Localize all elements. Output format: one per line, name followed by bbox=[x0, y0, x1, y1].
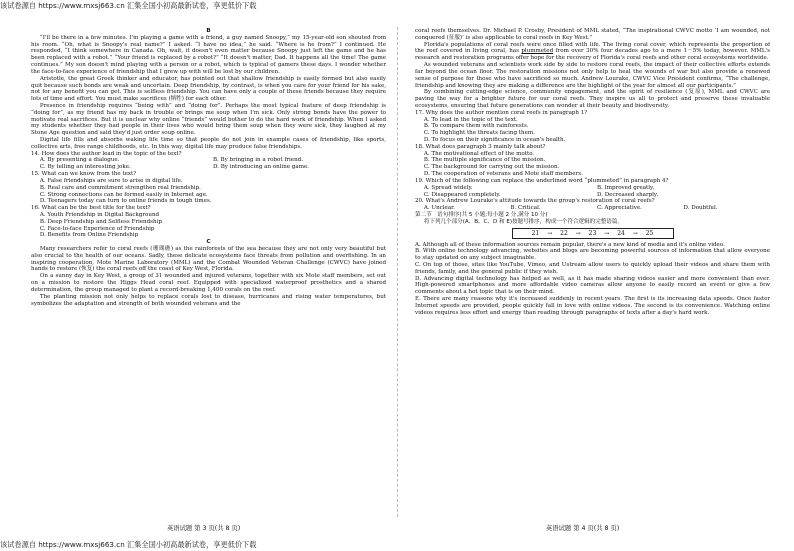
question-14: 14. How does the author lead in the topic of the text? bbox=[31, 150, 182, 157]
page-footer-right: 英语试题 第 4 页(共 8 页) bbox=[546, 525, 620, 532]
seq-item: 25 bbox=[645, 229, 654, 237]
b-paragraph: “I'll be there in a few minutes. I'm playing a game with a friend, a guy named Snoopy,” my 15-year-old son shouted from his room. “Oh, what is Snoopy's real name?” I asked. “I have no idea,” he said. “Where is he from?” I continued. He responded, “I think somewhere in Canada. Oh, wait, it doesn't even matter because Snoopy just left the game and he has been replaced with a robot.” “Your friend is replaced by a robot?” “It doesn't matter, Dad. It happens all the time! The game continues.” My son doesn't mind playing with a person or a robot, which is typical of gamers these days. I wonder whether the face-to-face experience of friendship that I grew up with will be lost by our children. bbox=[31, 34, 386, 75]
q19-option-d[interactable]: D. Decreased sharply. bbox=[596, 191, 659, 198]
q19-options-row bbox=[415, 192, 770, 199]
q20-options-row bbox=[415, 205, 770, 212]
c-paragraph-cont: coral reefs themselves. Dr. Michael P. Crosby, President of MML stated, “The inspirational CWVC motto ‘I am wounded, not conquered (征服)’ is also applicable to coral reefs in Key West.” bbox=[415, 28, 770, 41]
sentence-c: C. On top of those, sites like YouTube, Vimeo, and Ustream allow users to quickly upload their videos and share them with friends, family, and the general public if they wish. bbox=[415, 262, 770, 275]
arrow-icon: → bbox=[575, 229, 581, 237]
q14-option-d[interactable]: D. By introducing an online game. bbox=[212, 164, 310, 171]
section-b-heading: B bbox=[206, 28, 211, 34]
q20-option-c[interactable]: C. Appreciative. bbox=[596, 205, 642, 212]
question-19: 19. Which of the following can replace the underlined word “plummeted” in paragraph 4? bbox=[415, 177, 669, 184]
q14-options-row bbox=[31, 164, 386, 171]
left-column bbox=[31, 28, 386, 518]
q19-option-a[interactable]: A. Spread widely. bbox=[423, 184, 473, 191]
q14-option-b[interactable]: B. By bringing in a robot friend. bbox=[212, 157, 303, 164]
q17-option-d[interactable]: D. To focus on their significance in ocean's health. bbox=[423, 137, 566, 143]
c-paragraph: By combining cutting-edge science, community engagement, and the spirit of resilience (复原), MML and CWVC are paving the way for a brighter future for our coral reefs. They inspire us all to protect and preserve these invaluable ecosystems, ensuring that future generations can wonder at their beauty and biodiversity. bbox=[415, 89, 770, 109]
question-17: 17. Why does the author mention coral reefs in paragraph 1? bbox=[415, 109, 588, 116]
b-paragraph: Digital life fills and absorbs waking life time so that people do not join in example cases of friendship, like sports, collective arts, free range childhoods, etc. In this way, digital life may produce false friendships. bbox=[31, 137, 386, 150]
watermark-top: 该试卷源自 https://www.mxsj663.cn 汇集全国小初高最新试卷，享更低价下载 bbox=[0, 1, 257, 10]
question-20: 20. What's Andrew Lourake's attitude towards the group's restoration of coral reefs? bbox=[415, 198, 655, 205]
c-paragraph: The planting mission not only helps to replace corals lost to disease, hurricanes and rising water temperatures, but symbolizes the adaptation and strength of both wounded veterans and the bbox=[31, 293, 386, 307]
q14-option-a[interactable]: A. By presenting a dialogue. bbox=[39, 157, 120, 164]
section-c-heading: C bbox=[206, 239, 211, 246]
q14-option-c[interactable]: C. By telling an interesting joke. bbox=[39, 164, 131, 171]
q20-option-b[interactable]: B. Critical. bbox=[510, 205, 541, 212]
sequence-box bbox=[512, 228, 674, 239]
page-divider bbox=[397, 27, 398, 517]
watermark-bottom: 该试卷源自 https://www.mxsj663.cn 汇集全国小初高最新试卷，享更低价下载 bbox=[0, 540, 257, 549]
q18-option-a[interactable]: A. The motivational effect of the motto. bbox=[423, 150, 535, 157]
sentence-a: A. Although all of these information sources remain popular, there's a new kind of media and it's online video. bbox=[415, 241, 725, 248]
part2-instructions: 将下列几个部分(A、B、C、D 和 E)按题号排序，构成一个符合逻辑的完整语篇。 bbox=[423, 218, 623, 225]
arrow-icon: → bbox=[547, 229, 553, 237]
q20-option-a[interactable]: A. Unclear. bbox=[423, 205, 455, 212]
sentence-d: D. Advancing digital technology has helped as well, as it has made sharing videos easier and more convenient than ever. High-powered smartphones and more affordable video cameras allow anyone to easily record an event or give a few comments about a hot topic that is on their mind. bbox=[415, 275, 770, 296]
q15-option-c[interactable]: C. Strong connections can be formed easily in Internet age. bbox=[39, 191, 208, 198]
q19-option-c[interactable]: C. Disappeared completely. bbox=[423, 191, 501, 198]
seq-item: 21 bbox=[531, 229, 540, 237]
c-paragraph: Many researchers refer to coral reefs (珊瑚礁) as the rainforests of the sea because they are not only very beautiful but also crucial to the health of our oceans. Sadly, these delicate ecosystems face threats from pollution and overfishing. In an inspiring cooperation, Mote Marine Laboratory (MML) and the Combat Wounded Veteran Challenge (CWVC) have joined hands to restore (恢复) the coral reefs off the coast of Key West, Florida. bbox=[31, 246, 386, 273]
sentence-e: E. There are many reasons why it's increased suddenly in recent years. The first is its increasing data speeds. Once faster Internet speeds are provided, people quickly fall in love with online videos. The second is its convenience. Watching online videos requires less effort and energy than reading through paragraphs of texts after a day's hard work. bbox=[415, 296, 770, 316]
q18-option-c[interactable]: C. The background for carrying out the mission. bbox=[423, 164, 560, 171]
arrow-icon: → bbox=[604, 229, 610, 237]
q15-option-a[interactable]: A. False friendships are sure to arise in digital life. bbox=[39, 177, 183, 184]
seq-item: 22 bbox=[560, 229, 568, 237]
b-paragraph: Aristotle, the great Greek thinker and educator, has pointed out that shallow friendship is easily formed but also easily quit because such bonds are weak and uncertain. Deep friendship, by contrast, is when you care for your friend for his sake, not for any benefit you can get. This is selfless friendship. You can have only a couple of these friends because they require lots of time and effort. You must make sacrifices (牺牲) for each other. bbox=[31, 75, 386, 103]
arrow-icon: → bbox=[632, 229, 638, 237]
q16-option-b[interactable]: B. Deep Friendship and Selfless Friendship bbox=[39, 218, 162, 225]
question-16: 16. What can be the best title for the text? bbox=[31, 205, 151, 212]
seq-item: 24 bbox=[617, 229, 625, 237]
q15-option-b[interactable]: B. Real care and commitment strengthen real friendship. bbox=[39, 184, 201, 191]
sentence-b: B. With online technology advancing, websites and blogs are becoming powerful sources of information that allow everyone to stay updated on any subject imaginable. bbox=[415, 248, 770, 262]
q19-option-b[interactable]: B. Improved greatly. bbox=[596, 184, 655, 191]
right-column bbox=[415, 28, 770, 518]
b-paragraph: Presence in friendship requires “being with” and “doing for”. Perhaps the most typical feature of deep friendship is “doing for”, as my friend has my back in trouble or brings me soup when I'm sick. Only strong bonds have the power to motivate real sacrifices. But it is unclear why online “friends” would bother to do the hard work of friendship. When I asked my students whether they had people in their lives who would bring them soup when they were sick, they laughed at my Stone Age question and said they'd just order soup online. bbox=[31, 102, 386, 137]
underlined-word: plummeted bbox=[521, 48, 554, 55]
q18-option-b[interactable]: B. The multiple significance of the mission. bbox=[423, 157, 546, 164]
c-paragraph: Florida's populations of coral reefs were once filled with life. The living coral cover, which represents the proportion of the reef covered in living coral, has plummeted from over 30% four decades ago to a mere 1－5% today, however. MML's research and restoration programs offer hope for the recovery of Florida's coral reefs and other coral ecosystems worldwide. bbox=[415, 41, 770, 62]
q20-option-d[interactable]: D. Doubtful. bbox=[683, 205, 718, 212]
q19-options-row bbox=[415, 185, 770, 192]
q17-option-a[interactable]: A. To lead in the topic of the text. bbox=[423, 116, 518, 123]
q14-options-row bbox=[31, 157, 386, 164]
q16-option-d[interactable]: D. Benefits from Online Friendship bbox=[39, 232, 139, 239]
question-18: 18. What does paragraph 3 mainly talk about? bbox=[415, 143, 546, 150]
q17-option-c[interactable]: C. To highlight the threats facing them. bbox=[423, 130, 535, 137]
q16-option-c[interactable]: C. Face-to-face Experience of Friendship bbox=[39, 225, 155, 232]
c-paragraph: As wounded veterans and scientists work side by side to restore coral reefs, the impact of their collective efforts extends far beyond the ocean floor. The restoration missions not only help to heal the wounds of war but also provide a renewed sense of purpose for those who have sacrificed so much. Andrew Lourake, CWVC Vice President confirms, “The challenge, friendship and knowing they are making a difference are the highlight of the year for almost all our participants.” bbox=[415, 62, 770, 89]
q16-option-a[interactable]: A. Youth Friendship in Digital Background bbox=[39, 211, 160, 218]
seq-item: 23 bbox=[588, 229, 597, 237]
q15-option-d[interactable]: D. Teenagers today can turn to online friends in tough times. bbox=[39, 198, 212, 205]
page-footer-left: 英语试题 第 3 页(共 8 页) bbox=[167, 525, 241, 532]
c-paragraph: On a sunny day in Key West, a group of 31 wounded and injured veterans, together with six Mote staff members, set out on a mission to restore the Higgs Head coral reef. Equipped with specialized waterproof prosthetics and a shared determination, the group managed to plant a record-breaking 1,400 corals on the reef. bbox=[31, 273, 386, 293]
q17-option-b[interactable]: B. To compare them with rainforests. bbox=[423, 123, 529, 130]
part2-title: 第二节 语句排序(共 5 小题;每小题 2 分,满分 10 分) bbox=[415, 211, 548, 218]
q18-option-d[interactable]: D. The cooperation of veterans and Mote staff members. bbox=[423, 171, 583, 178]
question-15: 15. What can we know from the text? bbox=[31, 171, 137, 178]
